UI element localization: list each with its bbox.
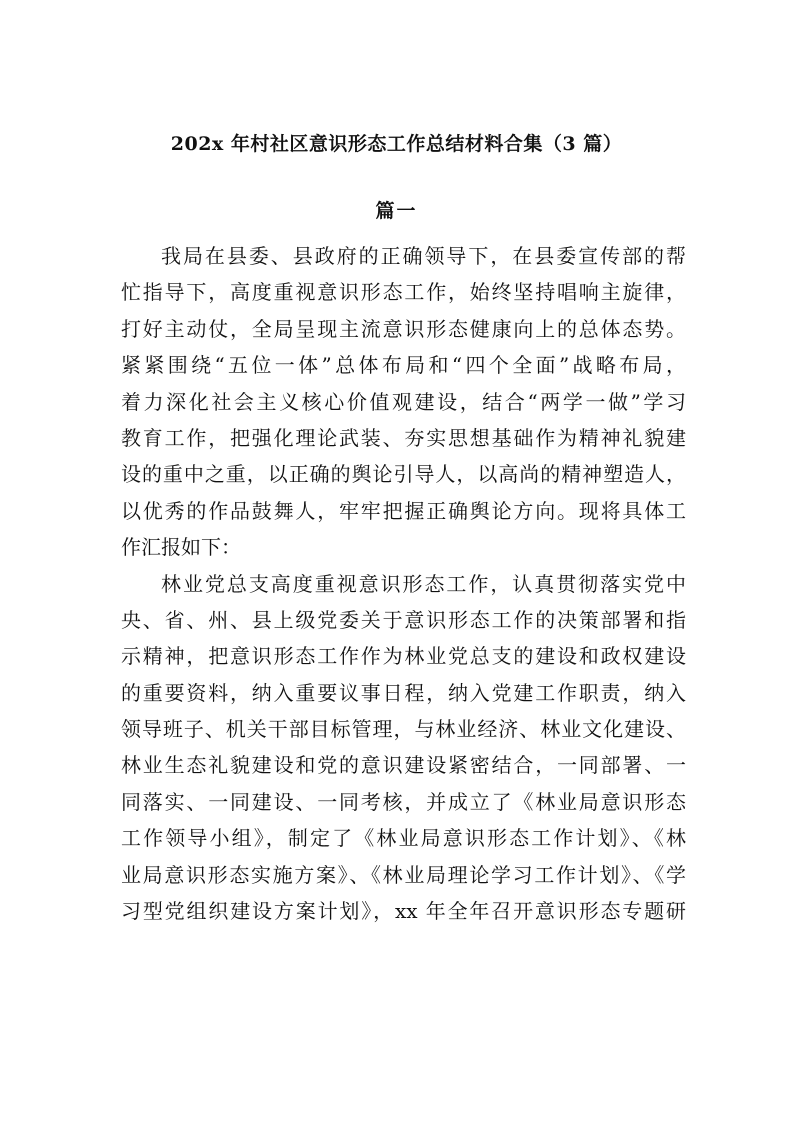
paragraph-line: 我局在县委、县政府的正确领导下，在县委宣传部的帮 <box>161 244 686 268</box>
paragraph-line: 林业生态礼貌建设和党的意识建设紧密结合，一同部署、一 <box>121 753 686 778</box>
paragraph <box>121 238 686 566</box>
paragraph-line: 打好主动仗，全局呈现主流意识形态健康向上的总体态势。 <box>121 316 686 341</box>
paragraph-line: 同落实、一同建设、一同考核，并成立了《林业局意识形态 <box>121 789 686 814</box>
paragraph-line: 工作领导小组》，制定了《林业局意识形态工作计划》、《林 <box>121 826 686 851</box>
paragraph <box>121 566 686 930</box>
paragraph-line: 作汇报如下： <box>121 535 241 560</box>
paragraph-line: 业局意识形态实施方案》、《林业局理论学习工作计划》、《学 <box>121 862 686 887</box>
paragraph-line: 的重要资料，纳入重要议事日程，纳入党建工作职责，纳入 <box>121 680 686 705</box>
document-body <box>121 238 686 929</box>
paragraph-line: 忙指导下，高度重视意识形态工作，始终坚持唱响主旋律， <box>121 280 686 305</box>
paragraph-line: 紧紧围绕“五位一体”总体布局和“四个全面”战略布局， <box>121 353 686 378</box>
paragraph-line: 林业党总支高度重视意识形态工作，认真贯彻落实党中 <box>161 571 686 596</box>
paragraph-line: 教育工作，把强化理论武装、夯实思想基础作为精神礼貌建 <box>121 425 686 450</box>
paragraph-line: 领导班子、机关干部目标管理，与林业经济、林业文化建设、 <box>121 717 686 742</box>
paragraph-line: 示精神，把意识形态工作作为林业党总支的建设和政权建设 <box>121 644 686 669</box>
section-heading: 篇一 <box>375 200 418 222</box>
paragraph-line: 央、省、州、县上级党委关于意识形态工作的决策部署和指 <box>121 607 686 632</box>
paragraph-line: 设的重中之重，以正确的舆论引导人，以高尚的精神塑造人， <box>121 462 686 487</box>
paragraph-line: 习型党组织建设方案计划》，xx 年全年召开意识形态专题研 <box>121 899 686 924</box>
paragraph-line: 着力深化社会主义核心价值观建设，结合“两学一做”学习 <box>121 389 686 414</box>
paragraph-line: 以优秀的作品鼓舞人，牢牢把握正确舆论方向。现将具体工 <box>121 498 686 523</box>
document-title: 202x 年村社区意识形态工作总结材料合集（3 篇） <box>170 133 623 155</box>
